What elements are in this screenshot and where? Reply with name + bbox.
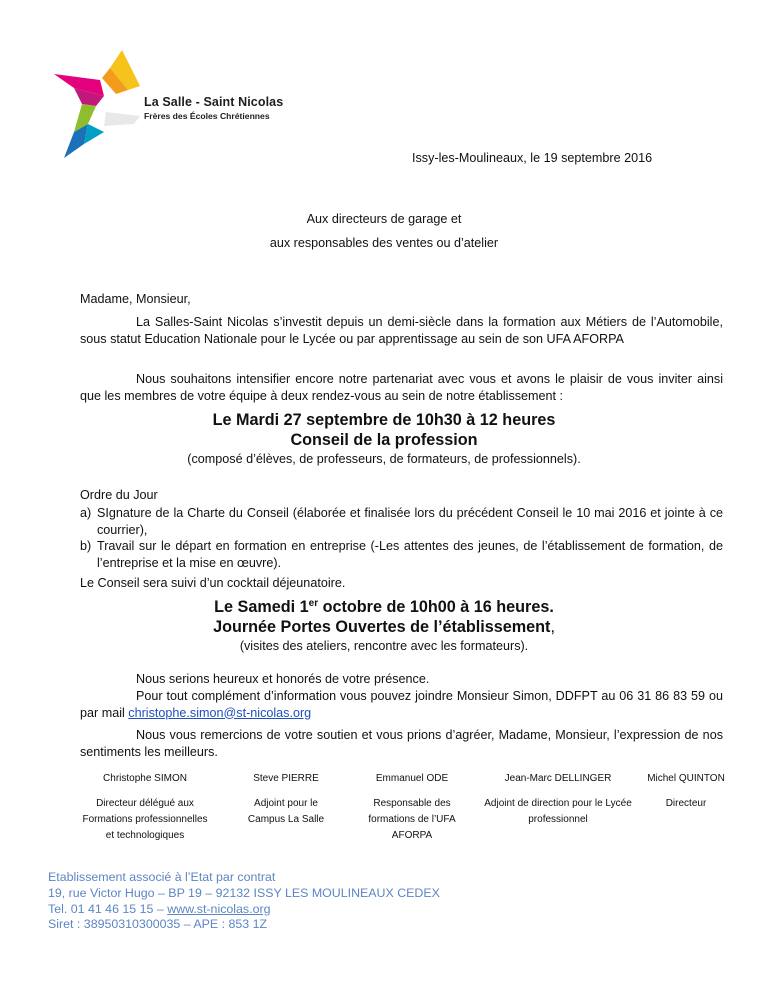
recipient-line-2: aux responsables des ventes ou d’atelier — [269, 236, 499, 250]
closing-thanks: Nous vous remercions de votre soutien et vous prions d’agréer, Madame, Monsieur, l’expression de nos sentiments les meilleurs. — [80, 728, 723, 759]
footer-website-link[interactable]: www.st-nicolas.org — [167, 901, 271, 916]
agenda-item — [80, 538, 723, 571]
agenda-list — [80, 505, 723, 571]
event2-title — [0, 597, 768, 617]
signatory-name: Christophe SIMON — [103, 773, 187, 784]
signatory-role: Directeur — [665, 798, 707, 809]
footer-phone-line — [48, 902, 440, 918]
event2-subtitle-text: Journée Portes Ouvertes de l’établissement — [213, 618, 551, 636]
signatory-name: Jean-Marc DELLINGER — [504, 773, 612, 784]
signatory-role: Directeur délégué aux Formations professionnelles et technologiques — [82, 798, 208, 841]
signatory-name: Michel QUINTON — [647, 773, 725, 784]
footer-line-1: Etablissement associé à l’Etat par contrat — [48, 870, 276, 884]
agenda-title: Ordre du Jour — [80, 488, 158, 502]
logo-star-light-arm — [104, 112, 140, 126]
event1-title: Le Mardi 27 septembre de 10h30 à 12 heures — [212, 411, 556, 429]
cocktail-note: Le Conseil sera suivi d’un cocktail déjeunatoire. — [80, 576, 346, 590]
closing-line-1: Nous serions heureux et honorés de votre présence. — [136, 672, 430, 686]
event2-note: (visites des ateliers, rencontre avec les formateurs). — [239, 639, 529, 653]
paragraph-intro: La Salles-Saint Nicolas s’investit depuis un demi-siècle dans la formation aux Métiers de l’Automobile, sous statut Education Nationale pour le Lycée ou par apprentissage au sein de son UFA AFORPA — [80, 315, 723, 346]
agenda-item-text: Travail sur le départ en formation en entreprise (-Les attentes des jeunes, de l’établissement de formation, de l’entreprise et la mise en œuvre). — [97, 539, 723, 570]
event2-subtitle — [0, 617, 768, 637]
signatory-role: Adjoint de direction pour le Lycée professionnel — [484, 798, 632, 825]
agenda-item-marker: b) — [80, 539, 92, 553]
agenda-item-marker: a) — [80, 506, 92, 520]
signatory-name: Steve PIERRE — [253, 773, 319, 784]
recipient-line-1: Aux directeurs de garage et — [306, 212, 462, 226]
footer-phone: Tel. 01 41 46 15 15 – — [48, 901, 168, 916]
closing-contact-text: Pour tout complément d’information vous pouvez joindre Monsieur Simon, DDFPT au 06 31 86 83 59 ou par mail — [80, 689, 723, 720]
signatory-name: Emmanuel ODE — [375, 773, 449, 784]
signatory-role: Adjoint pour le Campus La Salle — [247, 798, 325, 825]
event2-title-suffix: octobre de 10h00 à 16 heures. — [318, 598, 554, 616]
event1-subtitle: Conseil de la profession — [290, 431, 478, 449]
salutation: Madame, Monsieur, — [80, 292, 191, 306]
event1-note: (composé d’élèves, de professeurs, de formateurs, de professionnels). — [187, 452, 581, 466]
place-date: Issy-les-Moulineaux, le 19 septembre 2016 — [412, 151, 653, 165]
org-subtitle: Frères des Écoles Chrétiennes — [144, 111, 270, 121]
paragraph-invitation: Nous souhaitons intensifier encore notre partenariat avec vous et avons le plaisir de vous inviter ainsi que les membres de votre équipe à deux rendez-vous au sein de notre établissement : — [80, 372, 723, 403]
org-name: La Salle - Saint Nicolas — [144, 95, 284, 109]
event2-title-prefix: Le Samedi 1 — [214, 598, 309, 616]
event2-subtitle-comma: , — [550, 618, 555, 636]
closing-contact — [80, 688, 723, 721]
footer-address: 19, rue Victor Hugo – BP 19 – 92132 ISSY LES MOULINEAUX CEDEX — [48, 885, 440, 900]
contact-email-link[interactable]: christophe.simon@st-nicolas.org — [128, 705, 312, 720]
footer — [48, 870, 440, 933]
signatory-role: Responsable des formations de l’UFA AFORPA — [368, 798, 456, 841]
agenda-item-text: SIgnature de la Charte du Conseil (élaborée et finalisée lors du précédent Conseil le 10 mai 2016 et jointe à ce courrier), — [97, 506, 723, 537]
event2-title-sup: er — [308, 598, 319, 609]
footer-siret: Siret : 38950310300035 – APE : 853 1Z — [48, 917, 268, 932]
agenda-item — [80, 505, 723, 538]
